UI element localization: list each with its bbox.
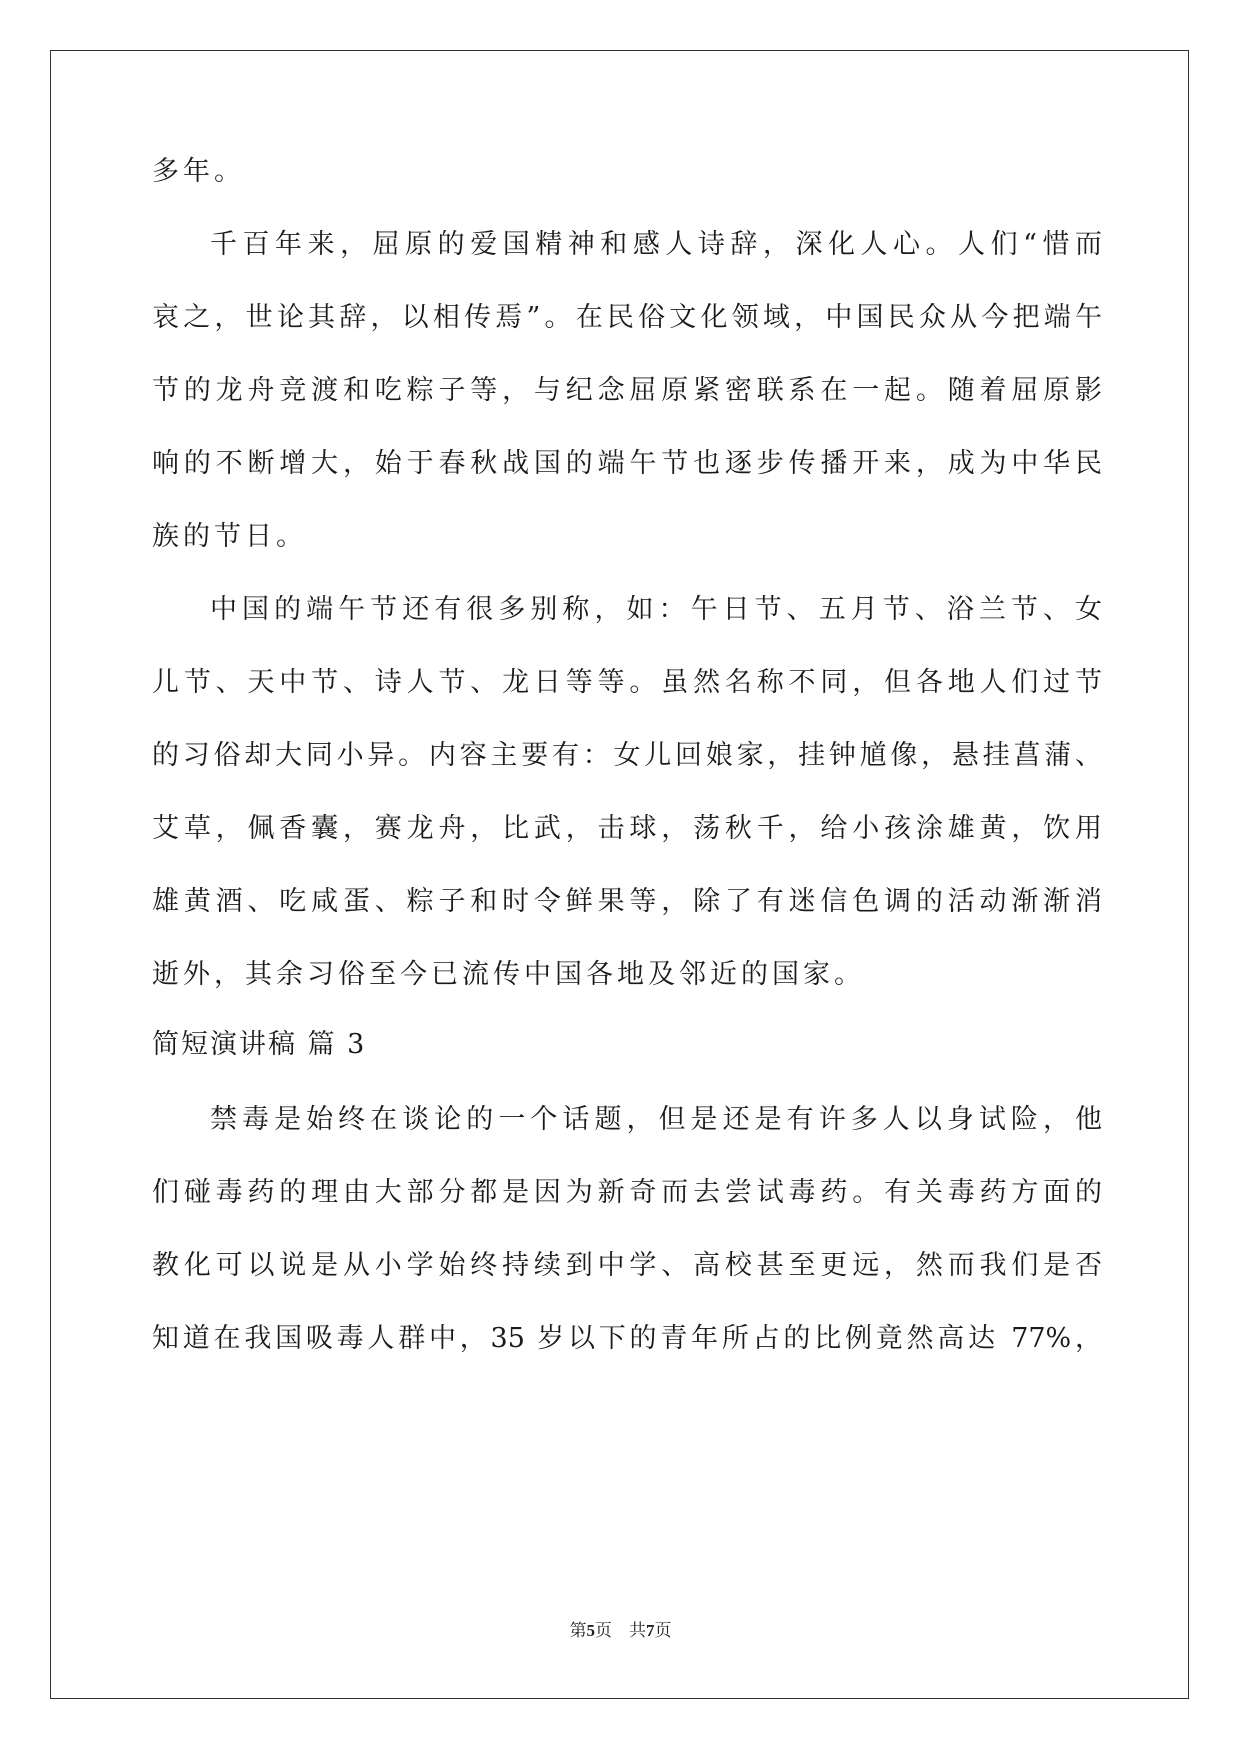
paragraph-line: 哀之，世论其辞，以相传焉”。在民俗文化领域，中国民众从今把端午: [152, 302, 1102, 333]
page-footer: [0, 1616, 1241, 1641]
paragraph-line: 的习俗却大同小异。内容主要有：女儿回娘家，挂钟馗像，悬挂菖蒲、: [152, 740, 1102, 771]
section-heading: 简短演讲稿 篇 3: [152, 1029, 367, 1060]
footer-page-number: 5: [586, 1621, 595, 1640]
paragraph-line: 艾草，佩香囊，赛龙舟，比武，击球，荡秋千，给小孩涂雄黄，饮用: [152, 813, 1102, 844]
paragraph-line: 多年。: [152, 156, 245, 187]
footer-total-pages: 7: [646, 1621, 655, 1640]
paragraph-line: 千百年来，屈原的爱国精神和感人诗辞，深化人心。人们“惜而: [210, 229, 1102, 260]
paragraph-line: 雄黄酒、吃咸蛋、粽子和时令鲜果等，除了有迷信色调的活动渐渐消: [152, 886, 1102, 917]
paragraph-line: 中国的端午节还有很多别称，如：午日节、五月节、浴兰节、女: [210, 594, 1102, 625]
paragraph-line: 知道在我国吸毒人群中，35 岁以下的青年所占的比例竟然高达 77%，: [152, 1323, 1102, 1354]
footer-mid: 页 共: [595, 1621, 646, 1641]
paragraph-line: 儿节、天中节、诗人节、龙日等等。虽然名称不同，但各地人们过节: [152, 667, 1102, 698]
paragraph-line: 禁毒是始终在谈论的一个话题，但是还是有许多人以身试险，他: [210, 1104, 1102, 1135]
footer-prefix: 第: [569, 1621, 587, 1641]
paragraph-line: 节的龙舟竞渡和吃粽子等，与纪念屈原紧密联系在一起。随着屈原影: [152, 375, 1102, 406]
paragraph-line: 教化可以说是从小学始终持续到中学、高校甚至更远，然而我们是否: [152, 1250, 1102, 1281]
paragraph-line: 逝外，其余习俗至今已流传中国各地及邻近的国家。: [152, 959, 865, 990]
paragraph-line: 们碰毒药的理由大部分都是因为新奇而去尝试毒药。有关毒药方面的: [152, 1177, 1102, 1208]
footer-suffix: 页: [654, 1621, 672, 1641]
page-border: [50, 50, 1189, 1699]
paragraph-line: 响的不断增大，始于春秋战国的端午节也逐步传播开来，成为中华民: [152, 448, 1102, 479]
paragraph-line: 族的节日。: [152, 521, 307, 552]
